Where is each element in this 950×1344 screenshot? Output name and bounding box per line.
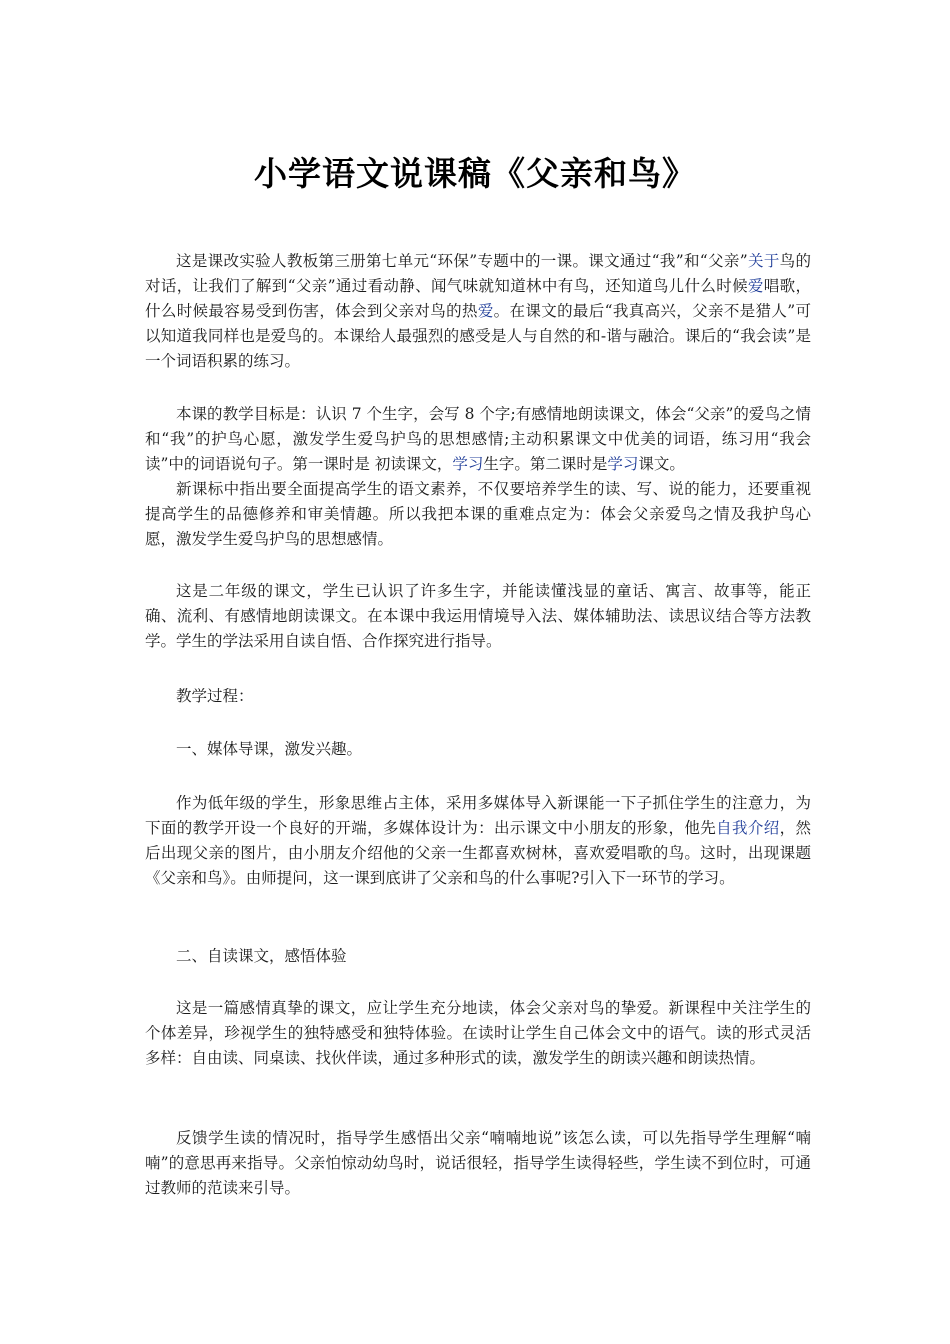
text-run: 唱歌，什么时候最容易受到伤害，体会到父亲对鸟的热: [145, 277, 811, 320]
document-title: 小学语文说课稿《父亲和鸟》: [254, 154, 696, 193]
paragraph-students: 这是二年级的课文，学生已认识了许多生字，并能读懂浅显的童话、寓言、故事等，能正确、流利、有感情地朗读课文。在本课中我运用情境导入法、媒体辅助法、读思议结合等方法教学。学生的学法采用自读自悟、合作探究进行指导。: [145, 582, 811, 650]
keyword-link[interactable]: 学习: [452, 455, 484, 473]
keyword-link[interactable]: 爱: [747, 277, 764, 295]
text-run: 这是课改实验人教板第三册第七单元“环保”专题中的一课。课文通过“我”和“父亲”: [176, 252, 748, 270]
section-heading-process: 教学过程：: [176, 687, 254, 705]
text-run: 生字。第二课时是: [483, 455, 608, 473]
text-run: 本课的教学目标是：认识 7 个生字，会写 8 个字;有感情地朗读课文，体会“父亲”的爱鸟之情和“我”的护鸟心愿，激发学生爱鸟护鸟的思想感情;主动积累课文中优美的词语，练习用“我会读”中的词语说句子。第一课时是 初读课文，: [145, 405, 811, 473]
paragraph-key-points: 新课标中指出要全面提高学生的语文素养，不仅要培养学生的读、写、说的能力，还要重视提高学生的品德修养和审美情趣。所以我把本课的重难点定为：体会父亲爱鸟之情及我护鸟心愿，激发学生爱鸟护鸟的思想感情。: [145, 480, 811, 548]
keyword-link[interactable]: 爱: [477, 302, 494, 320]
paragraph-media-intro: [145, 791, 811, 891]
text-run: ，然后出现父亲的图片，由小朋友介绍他的父亲一生都喜欢树林，喜欢爱唱歌的鸟。这时，出现课题《父亲和鸟》。由师提问，这一课到底讲了父亲和鸟的什么事呢?引入下一环节的学习。: [145, 819, 811, 887]
text-run: 作为低年级的学生，形象思维占主体，采用多媒体导入新课能一下子抓住学生的注意力，为下面的教学开设一个良好的开端，多媒体设计为：出示课文中小朋友的形象，他先: [145, 794, 811, 837]
text-run: 鸟的对话，让我们了解到“父亲”通过看动静、闻气味就知道林中有鸟，还知道鸟儿什么时候: [145, 252, 811, 295]
paragraph-reading: 这是一篇感情真挚的课文，应让学生充分地读，体会父亲对鸟的挚爱。新课程中关注学生的个体差异，珍视学生的独特感受和独特体验。在读时让学生自己体会文中的语气。读的形式灵活多样：自由读、同桌读、找伙伴读，通过多种形式的读，激发学生的朗读兴趣和朗读热情。: [145, 999, 811, 1067]
section-heading-2: 二、自读课文，感悟体验: [176, 947, 347, 965]
text-run: 。在课文的最后“我真高兴，父亲不是猎人”可以知道我同样也是爱鸟的。本课给人最强烈的感受是人与自然的和-谐与融洽。课后的“我会读”是一个词语积累的练习。: [145, 302, 811, 370]
section-heading-1: 一、媒体导课，激发兴趣。: [176, 740, 363, 758]
text-run: 课文。: [638, 455, 685, 473]
keyword-link[interactable]: 自我介绍: [716, 819, 780, 837]
paragraph-objectives: [145, 402, 811, 477]
keyword-link[interactable]: 关于: [747, 252, 780, 270]
paragraph-intro: [145, 249, 811, 374]
keyword-link[interactable]: 学习: [607, 455, 639, 473]
paragraph-feedback: 反馈学生读的情况时，指导学生感悟出父亲“喃喃地说”该怎么读，可以先指导学生理解“喃喃”的意思再来指导。父亲怕惊动幼鸟时，说话很轻，指导学生读得轻些，学生读不到位时，可通过教师的范读来引导。: [145, 1129, 811, 1197]
